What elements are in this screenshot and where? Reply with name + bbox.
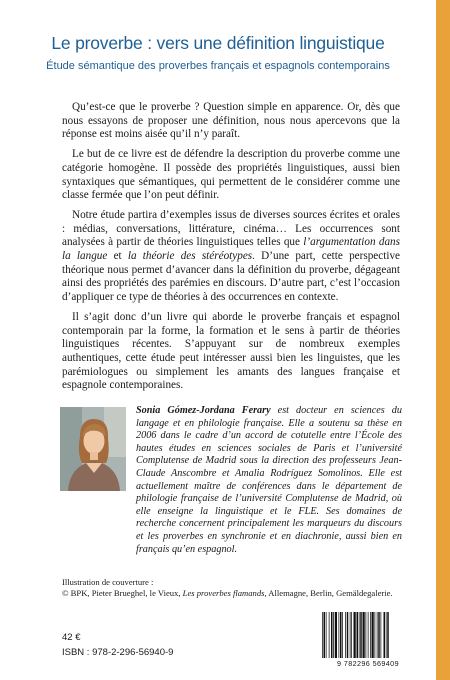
credits-line — [62, 588, 422, 599]
barcode — [318, 612, 418, 670]
book-subtitle: Étude sémantique des proverbes français et espagnols contemporains — [46, 60, 390, 72]
blurb-paragraph — [62, 209, 400, 305]
price-label: 42 € — [62, 632, 81, 643]
blurb-paragraph: Le but de ce livre est de défendre la description du proverbe comme une catégorie homogène. Il possède des propriétés linguistiques, aussi bien syntaxiques que sémantiques, qui permettent de le considérer comme une classe fermée que l’on peut définir. — [62, 148, 400, 202]
blurb-text: et — [107, 250, 128, 263]
credits-text: , Allemagne, Berlin, Gemäldegalerie. — [264, 587, 393, 598]
author-name: Sonia Gómez-Jordana Ferary — [136, 405, 271, 416]
credits-heading: Illustration de couverture : — [62, 577, 154, 587]
spine-color-strip — [436, 0, 450, 680]
barcode-digits: 9 782296 569409 — [337, 659, 399, 668]
cover-credits — [62, 577, 422, 598]
credits-text: © BPK, Pieter Brueghel, le Vieux, — [62, 587, 183, 598]
blurb-text: Notre étude partira d’exemples issus de diverses sources écrites et orales : médias, conversations, littérature, cinéma… Les occurrences sont analysées à partir de théories linguistiques telles que — [62, 208, 400, 249]
blurb-emphasis: l’argumentation dans la langue — [62, 236, 401, 263]
blurb-paragraph: Il s’agit donc d’un livre qui aborde le proverbe français et espagnol contemporain par la forme, la formation et le sens à partir de théories linguistiques récentes. S’appuyant sur de nombreux exemples authentiques, cette étude peut intéresser aussi bien les linguistes, que les parémiologues ou simplement les amants des langues française et espagnole contemporaines. — [62, 310, 400, 392]
blurb-text: . D’une part, cette perspective théorique nous permet d’avancer dans la définition du proverbe, dégageant ainsi des propriétés des parémies en discours. D’autre part, c’est l’occasion d’appliquer ce type de théories à des occurrences en contexte. — [62, 250, 401, 304]
credits-artwork-title: Les proverbes flamands — [182, 587, 265, 598]
blurb — [62, 101, 400, 399]
author-bio-text: est docteur en sciences du langage et en philologie française. Elle a soutenu sa thèse en 2006 dans le cadre d’un accord de cotutelle entre l’École des hautes études en sciences sociales de Paris et l’université Complutense de Madrid sous la direction des professeurs Jean-Claude Anscombre et Amalia Rodríguez Somolinos. Elle est actuellement maître de conférences dans le département de philologie française de l’université Complutense de Madrid, où elle enseigne la linguistique et le FLE. Ses domaines de recherche concernent principalement les marqueurs du discours et les proverbes en synchronie et en diachronie, aussi bien en français qu’en espagnol. — [136, 405, 402, 555]
blurb-paragraph: Qu’est-ce que le proverbe ? Question simple en apparence. Or, dès que nous essayons de proposer une définition, nous nous apercevons que la réponse est moins aisée qu’il n’y paraît. — [62, 101, 400, 141]
blurb-emphasis: la théorie des stéréotypes — [127, 250, 253, 263]
author-bio — [136, 405, 402, 556]
book-title: Le proverbe : vers une définition linguistique — [51, 33, 385, 53]
isbn-label: ISBN : 978-2-296-56940-9 — [62, 647, 174, 658]
author-photo — [60, 407, 126, 491]
barcode-bars — [318, 612, 418, 658]
